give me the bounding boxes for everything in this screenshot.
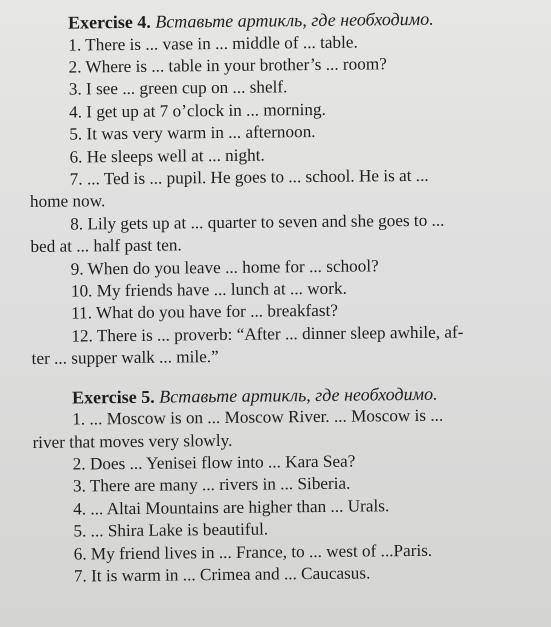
exercise-4-item-6: 6. He sleeps well at ... night. [69,145,265,167]
exercise-5-item-7: 7. It is warm in ... Crimea and ... Caucasus. [73,563,371,586]
exercise-4-item-2: 2. Where is ... table in your brother’s ... room? [68,54,387,77]
exercise-5-item-3: 3. There are many ... rivers in ... Siberia. [72,473,351,496]
exercise-4-item-12: 12. There is ... proverb: “After ... dinner sleep awhile, af- [71,322,464,346]
exercise-4-item-4: 4. I get up at 7 o’clock in ... morning. [68,99,326,122]
exercise-4-item-10: 10. My friends have ... lunch at ... work. [70,278,347,301]
exercise-4-item-8-continued: bed at ... half past ten. [30,235,182,257]
exercise-4-item-7-continued: home now. [29,191,106,212]
exercise-5-item-2: 2. Does ... Yenisei flow into ... Kara Sea? [72,451,356,474]
exercise-5-item-6: 6. My friend lives in ... France, to ... west of ...Paris. [73,540,433,564]
textbook-page [28,7,534,589]
exercise-4-item-7: 7. ... Ted is ... pupil. He goes to ... school. He is at ... [69,165,429,189]
exercise-4-label: Exercise 4. [68,11,151,33]
exercise-4-item-9: 9. When do you leave ... home for ... school? [70,255,379,279]
exercise-5-instruction: Вставьте артикль, где необходимо. [159,383,438,407]
exercise-4-item-8: 8. Lily gets up at ... quarter to seven and she goes to ... [70,210,445,234]
exercise-5-item-1-continued: river that moves very slowly. [32,430,233,452]
exercise-4-item-12-continued: ter ... supper walk ... mile.” [31,347,219,369]
exercise-5-label: Exercise 5. [71,386,155,408]
exercise-5-item-4: 4. ... Altai Mountains are higher than ... Urals. [73,495,390,519]
exercise-4-item-11: 11. What do you have for ... breakfast? [71,301,339,323]
exercise-5-item-5: 5. ... Shira Lake is beautiful. [73,519,269,541]
exercise-5-item-1: 1. ... Moscow is on ... Moscow River. ... Moscow is ... [72,405,444,429]
exercise-4-item-5: 5. It was very warm in ... afternoon. [69,122,316,144]
exercise-4-item-1: 1. There is ... vase in ... middle of ... table. [68,32,358,55]
exercise-4-item-3: 3. I see ... green cup on ... shelf. [68,77,288,99]
exercise-4-instruction: Вставьте артикль, где необходимо. [155,8,434,32]
